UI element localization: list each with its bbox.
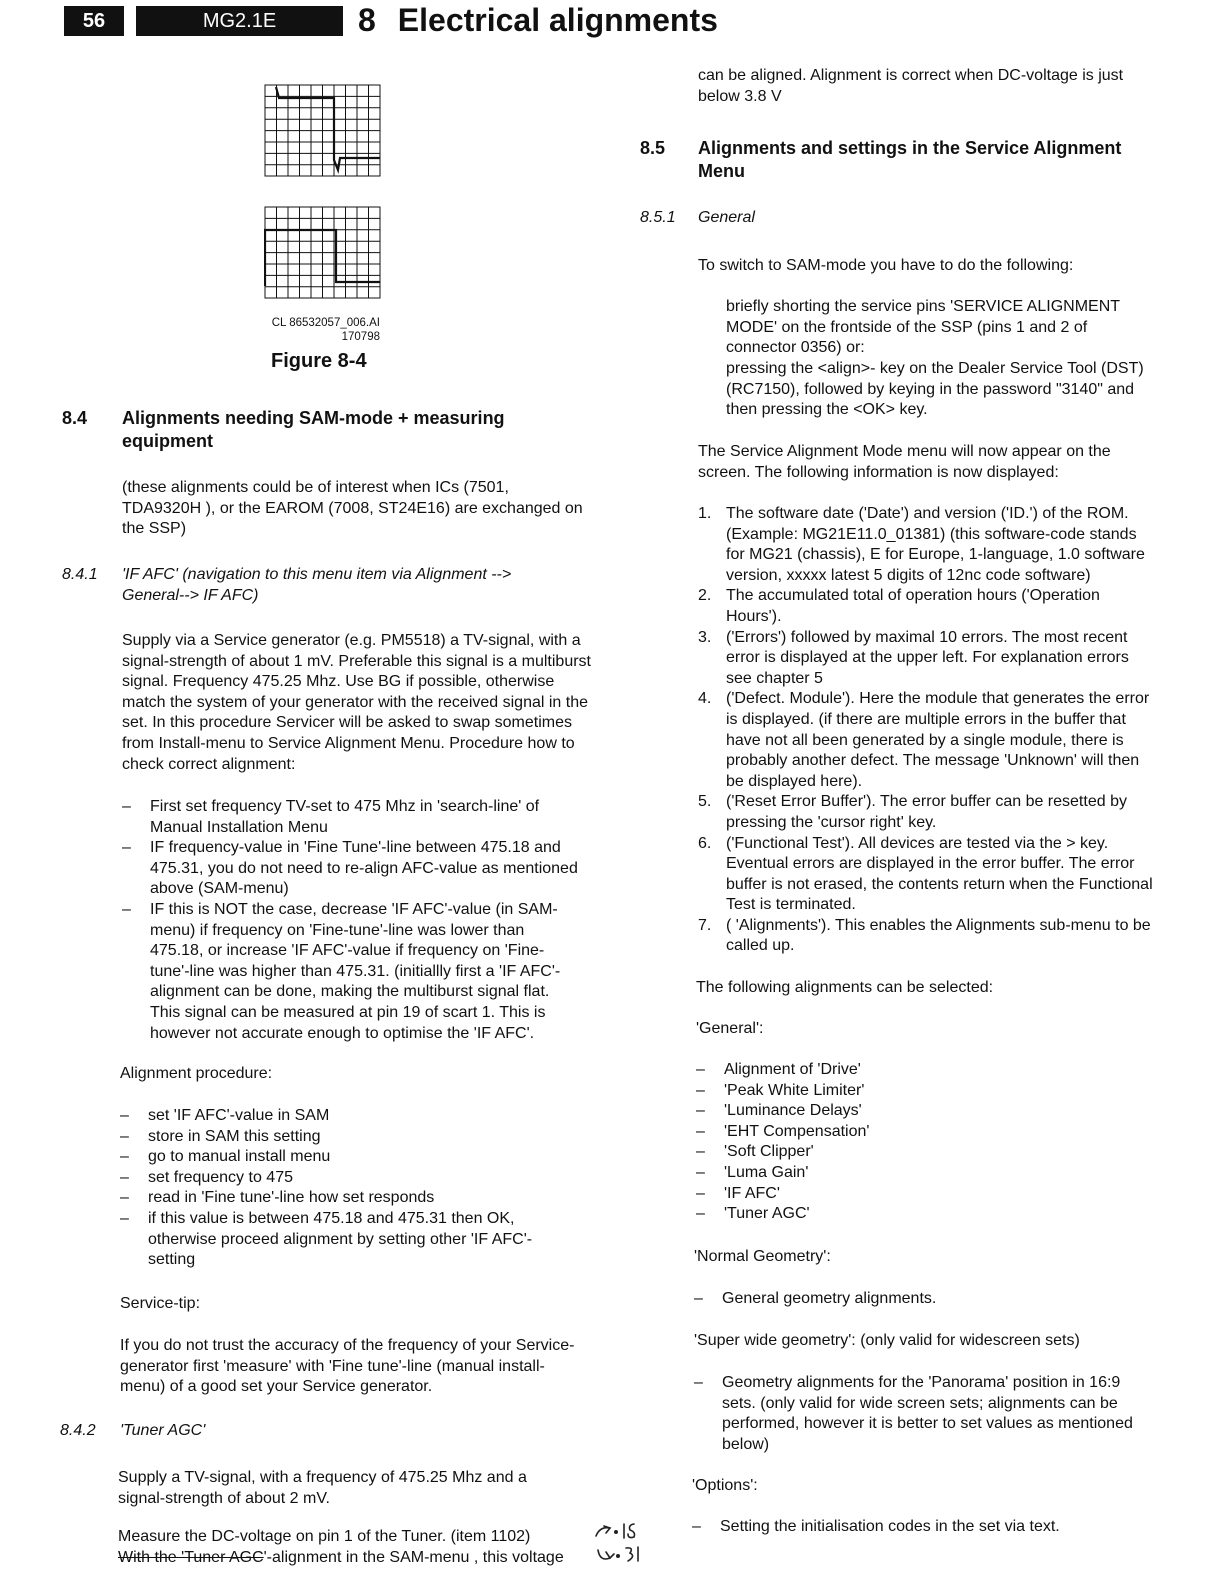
figure-file-date: 170798 <box>341 331 380 343</box>
section-8-5-1-number: 8.5.1 <box>640 209 676 226</box>
model-badge: MG2.1E <box>136 6 343 36</box>
service-tip-text: If you do not trust the accuracy of the frequency of your Service-generator first 'measure' with 'Fine tune'-line (manual install-menu) of a good set your Service generator. <box>120 1337 575 1396</box>
sam-menu-intro: The Service Alignment Mode menu will now appear on the screen. The following information is now displayed: <box>698 443 1111 481</box>
section-8-5-1-title: General <box>698 209 755 226</box>
list-item: – go to manual install menu <box>120 1148 331 1166</box>
chapter-title-bar <box>358 0 718 40</box>
if-afc-check-list <box>122 797 582 1044</box>
list-item: 2. The accumulated total of operation hours ('Operation Hours'). <box>698 587 1100 625</box>
list-item: 1. The software date ('Date') and version ('ID.') of the ROM. (Example: MG21E11.0_01381) (this software-code stands for MG21 (chassis), E for Europe, 1-language, 1.0 software version, xxxxx latest 5 digits of 12nc code software) <box>698 505 1145 584</box>
section-8-5-title: Alignments and settings in the Service Alignment Menu <box>698 138 1122 181</box>
oscilloscope-grid-bottom <box>264 206 382 300</box>
section-8-4-2-number: 8.4.2 <box>60 1422 96 1439</box>
chapter-number: 8 <box>358 2 376 38</box>
list-item: – Geometry alignments for the 'Panorama' position in 16:9 sets. (only valid for wide screen sets; alignments can be performed, however it is better to set values as mentioned below) <box>694 1374 1133 1453</box>
sam-step-shorting: briefly shorting the service pins 'SERVICE ALIGNMENT MODE' on the frontside of the SSP (pins 1 and 2 of connector 0356) or: <box>726 298 1120 357</box>
list-item: – General geometry alignments. <box>694 1290 937 1307</box>
tuner-agc-paragraph-2: Measure the DC-voltage on pin 1 of the Tuner. (item 1102) With the 'Tuner AGC'-alignment in the SAM-menu , this voltage <box>118 1528 564 1566</box>
figure-title: Figure 8-4 <box>271 350 367 372</box>
super-wide-geometry-list <box>694 1373 1152 1455</box>
figure-file-code: CL 86532057_006.AI <box>271 317 380 329</box>
list-item: – Alignment of 'Drive' <box>696 1061 861 1078</box>
if-afc-paragraph: Supply via a Service generator (e.g. PM5518) a TV-signal, with a signal-strength of about 1 mV. Preferable this signal is a multiburst signal. Frequency 475.25 Mhz. Use BG if possible, otherwise match the system of your generator with the received signal in the set. In this procedure Servicer will be asked to swap sometimes from Install-menu to Service Alignment Menu. Procedure how to check correct alignment: <box>122 632 591 773</box>
list-item: – 'Peak White Limiter' <box>696 1081 865 1099</box>
normal-geometry-list <box>694 1289 1152 1310</box>
section-8-5-number: 8.5 <box>640 138 666 158</box>
list-item: – read in 'Fine tune'-line how set responds <box>120 1189 435 1207</box>
list-item: 3. ('Errors') followed by maximal 10 errors. The most recent error is displayed at the upper left. For explanation errors see chapter 5 <box>698 628 1129 687</box>
list-item: 6. ('Functional Test'). All devices are tested via the > key. Eventual errors are displayed in the error buffer. The error buffer is not erased, the contents return when the Functional Test is terminated. <box>698 834 1153 914</box>
list-item: – IF frequency-value in 'Fine Tune'-line between 475.18 and 475.31, you do not need to re-align AFC-value as mentioned above (SAM-menu) <box>122 839 578 898</box>
list-item: 7. ( 'Alignments'). This enables the Alignments sub-menu to be called up. <box>698 916 1151 955</box>
options-label: 'Options': <box>692 1477 758 1494</box>
list-item: – 'IF AFC' <box>696 1184 780 1202</box>
options-list <box>692 1517 1150 1538</box>
section-8-4-2-title: 'Tuner AGC' <box>120 1422 206 1439</box>
list-item: – IF this is NOT the case, decrease 'IF AFC'-value (in SAM-menu) if frequency on 'Fine-tune'-line was lower than 475.18, or increase 'IF AFC'-value if frequency on 'Fine-tune'-line was higher than 475.31. (initiallly first a 'IF AFC'-alignment can be done, making the multiburst signal flat. This signal can be measured at pin 19 of scart 1. This is however not accurate enough to optimise the 'IF AFC'. <box>122 900 561 1042</box>
sam-step-dst: pressing the <align>- key on the Dealer Service Tool (DST) (RC7150), followed by keying in the password "3140" and then pressing the <OK> key. <box>726 360 1144 419</box>
handwritten-note-icon <box>590 1516 650 1568</box>
section-8-4-1-number: 8.4.1 <box>62 566 98 583</box>
list-item: – 'Luma Gain' <box>696 1163 809 1181</box>
list-item: – 'Soft Clipper' <box>696 1143 814 1161</box>
sam-switch-intro: To switch to SAM-mode you have to do the following: <box>698 257 1074 274</box>
section-8-4-1-title: 'IF AFC' (navigation to this menu item via Alignment --> General--> IF AFC) <box>122 566 512 604</box>
alignment-procedure-label: Alignment procedure: <box>120 1065 273 1082</box>
continued-paragraph: can be aligned. Alignment is correct when DC-voltage is just below 3.8 V <box>698 67 1124 105</box>
section-8-4-intro: (these alignments could be of interest when ICs (7501, TDA9320H ), or the EAROM (7008, ST24E16) are exchanged on the SSP) <box>122 479 583 538</box>
list-item: – if this value is between 475.18 and 475.31 then OK, otherwise proceed alignment by setting other 'IF AFC'-setting <box>120 1209 533 1269</box>
list-item: 5. ('Reset Error Buffer'). The error buffer can be resetted by pressing the 'cursor right' key. <box>698 793 1127 831</box>
list-item: – First set frequency TV-set to 475 Mhz in 'search-line' of Manual Installation Menu <box>122 798 540 836</box>
general-alignment-list <box>696 1060 1154 1225</box>
list-item: – 'EHT Compensation' <box>696 1122 870 1140</box>
list-item: 4. ('Defect. Module'). Here the module that generates the error is displayed. (if there are multiple errors in the buffer that have not all been generated by a single module, there is probably another defect. The message 'Unknown' will then be displayed here). <box>698 690 1150 790</box>
alignment-procedure-list <box>120 1106 568 1271</box>
super-wide-geometry-label: 'Super wide geometry': (only valid for widescreen sets) <box>694 1332 1080 1349</box>
list-item: – Setting the initialisation codes in the set via text. <box>692 1518 1060 1535</box>
general-label: 'General': <box>696 1020 764 1037</box>
tuner-agc-paragraph-1: Supply a TV-signal, with a frequency of 475.25 Mhz and a signal-strength of about 2 mV. <box>118 1469 527 1507</box>
section-8-4-title: Alignments needing SAM-mode + measuring equipment <box>122 408 505 451</box>
selectable-intro: The following alignments can be selected: <box>696 979 994 996</box>
service-tip-label: Service-tip: <box>120 1295 201 1312</box>
section-8-4-number: 8.4 <box>62 408 88 428</box>
list-item: – 'Luminance Delays' <box>696 1102 862 1120</box>
chapter-title: Electrical alignments <box>397 2 718 38</box>
list-item: – set frequency to 475 <box>120 1168 293 1186</box>
oscilloscope-grid-top <box>264 84 382 178</box>
list-item: – 'Tuner AGC' <box>696 1205 810 1223</box>
list-item: – set 'IF AFC'-value in SAM <box>120 1107 330 1124</box>
normal-geometry-label: 'Normal Geometry': <box>694 1248 831 1265</box>
page-number: 56 <box>64 6 124 36</box>
list-item: – store in SAM this setting <box>120 1127 321 1145</box>
sam-info-list <box>698 504 1156 957</box>
